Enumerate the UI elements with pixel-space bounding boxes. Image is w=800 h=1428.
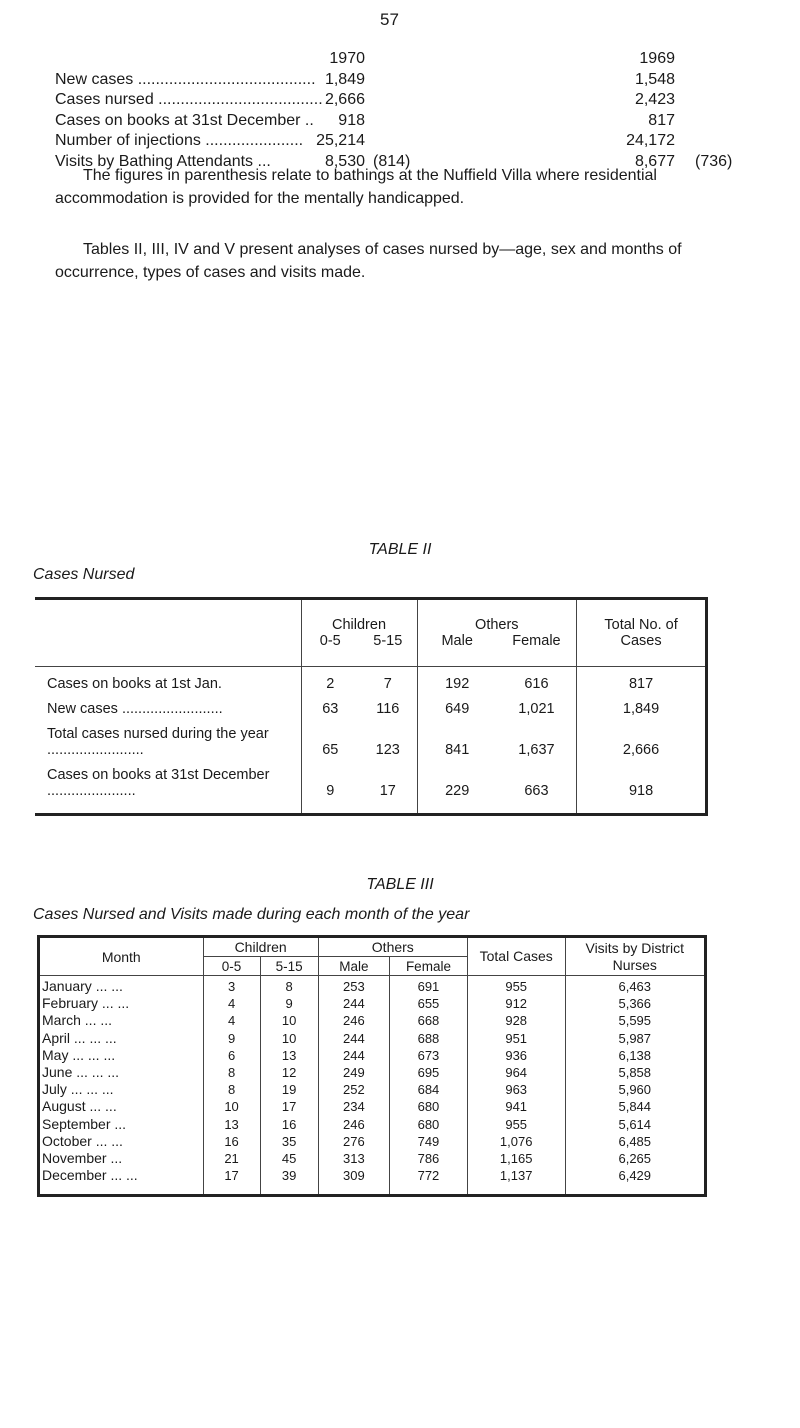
cell-0-5: 21 [203, 1150, 260, 1167]
row-label: Total cases nursed during the year ........................ [47, 726, 269, 758]
summary-table [55, 50, 755, 173]
cell-visits: 6,429 [565, 1167, 705, 1196]
female-label: Female [512, 633, 561, 649]
cell-visits: 5,858 [565, 1064, 705, 1081]
summary-value-1969: 8,677 [634, 152, 675, 170]
table-row [35, 692, 707, 717]
summary-parenthesis-1970: (814) [373, 152, 411, 170]
cell-total: 955 [467, 976, 565, 996]
cell-5-15: 10 [260, 1012, 318, 1029]
table2-title: TABLE II [368, 541, 432, 558]
cell-total: 2,666 [577, 717, 707, 758]
table-row [39, 995, 706, 1012]
month-cell: January ... ... [42, 978, 123, 994]
cell-total: 955 [467, 1116, 565, 1133]
summary-value-1969: 2,423 [634, 91, 675, 108]
month-cell: July ... ... ... [42, 1081, 114, 1098]
table-row [39, 1081, 706, 1098]
cell-male: 309 [318, 1167, 389, 1196]
month-header: Month [39, 937, 204, 976]
cell-visits: 5,595 [565, 1012, 705, 1029]
summary-value-1970: 2,666 [324, 91, 365, 108]
month-cell: May ... ... ... [42, 1046, 116, 1063]
table3-caption: Cases Nursed and Visits made during each month of the year [33, 906, 470, 923]
table2-header-blank [35, 599, 301, 667]
children-label: Children [332, 617, 387, 633]
cell-female: 680 [390, 1098, 468, 1115]
cell-0-5: 9 [326, 783, 335, 799]
summary-label: Number of injections ...................... [55, 132, 304, 149]
cell-total: 1,165 [467, 1150, 565, 1167]
month-cell: April ... ... ... [42, 1029, 117, 1046]
cell-male: 229 [445, 783, 470, 799]
month-cell: December ... ... [42, 1167, 138, 1184]
table-row [39, 976, 706, 996]
row-label: Cases on books at 31st December ...................... [47, 767, 270, 799]
summary-row [55, 91, 755, 112]
month-cell: September ... [42, 1115, 127, 1132]
cell-male: 249 [318, 1064, 389, 1081]
cell-female: 655 [390, 995, 468, 1012]
table2-header-row [35, 599, 707, 667]
cell-5-15: 123 [375, 742, 400, 758]
cell-male: 252 [318, 1081, 389, 1098]
summary-parenthesis-1969: (736) [695, 152, 733, 170]
cell-visits: 6,463 [565, 976, 705, 996]
cell-5-15: 45 [260, 1150, 318, 1167]
cell-5-15: 19 [260, 1081, 318, 1098]
cell-total: 817 [577, 667, 707, 693]
parenthesis-note: The figures in parenthesis relate to bathings at the Nuffield Villa where residential accommodation is provided for the mentally handicapped. [55, 167, 657, 207]
table-row [35, 667, 707, 693]
cell-0-5: 3 [203, 976, 260, 996]
cell-total: 1,137 [467, 1167, 565, 1196]
summary-row [55, 132, 755, 153]
age-0-5-header: 0-5 [203, 957, 260, 976]
cell-5-15: 10 [260, 1030, 318, 1047]
cell-5-15: 35 [260, 1133, 318, 1150]
total-cases-header: Total Cases [467, 937, 565, 976]
cell-5-15: 8 [260, 976, 318, 996]
cell-0-5: 10 [203, 1098, 260, 1115]
table-row [39, 1167, 706, 1196]
table-row [39, 1133, 706, 1150]
cell-female: 691 [390, 976, 468, 996]
cell-5-15: 116 [376, 701, 400, 717]
cell-male: 276 [318, 1133, 389, 1150]
tables-intro: Tables II, III, IV and V present analyses of cases nursed by—age, sex and months of occurrence, types of cases and visits made. [55, 241, 682, 281]
table-row [35, 717, 707, 758]
table-row [39, 1116, 706, 1133]
table2 [35, 597, 708, 816]
cell-total: 941 [467, 1098, 565, 1115]
summary-value-1969: 24,172 [626, 132, 675, 149]
cell-female: 684 [390, 1081, 468, 1098]
month-cell: June ... ... ... [42, 1064, 120, 1081]
cell-female: 663 [524, 783, 549, 799]
age-5-15-header: 5-15 [260, 957, 318, 976]
summary-row [55, 71, 755, 92]
cell-male: 234 [318, 1098, 389, 1115]
cell-5-15: 17 [379, 783, 396, 799]
cell-total: 936 [467, 1047, 565, 1064]
cell-visits: 5,366 [565, 995, 705, 1012]
table-row [39, 1064, 706, 1081]
cell-0-5: 8 [203, 1081, 260, 1098]
children-header: Children [203, 937, 318, 957]
table2-header-children [301, 599, 417, 667]
year-1970: 1970 [329, 50, 365, 67]
table2-header-others [417, 599, 577, 667]
summary-value-1969: 1,548 [634, 70, 675, 88]
summary-value-1970: 1,849 [324, 70, 365, 88]
cell-5-15: 12 [260, 1064, 318, 1081]
table-row [39, 1098, 706, 1115]
year-1969: 1969 [639, 50, 675, 67]
male-label: Male [441, 633, 473, 649]
cell-visits: 5,987 [565, 1030, 705, 1047]
cell-0-5: 13 [203, 1116, 260, 1133]
cell-visits: 6,265 [565, 1150, 705, 1167]
cell-total: 912 [467, 995, 565, 1012]
cell-male: 244 [318, 1047, 389, 1064]
table-row [35, 758, 707, 815]
cell-male: 841 [445, 742, 470, 758]
cell-total: 918 [577, 758, 707, 815]
row-label: Cases on books at 1st Jan. [47, 676, 222, 692]
summary-label: Visits by Bathing Attendants ... [55, 152, 271, 170]
cell-0-5: 63 [322, 701, 339, 717]
cell-male: 253 [318, 976, 389, 996]
age-5-15-label: 5-15 [373, 633, 403, 649]
female-header: Female [390, 957, 468, 976]
cell-male: 246 [318, 1012, 389, 1029]
cell-female: 668 [390, 1012, 468, 1029]
cell-female: 772 [390, 1167, 468, 1196]
cell-0-5: 8 [203, 1064, 260, 1081]
cell-female: 695 [390, 1064, 468, 1081]
cell-male: 244 [318, 995, 389, 1012]
cell-visits: 5,960 [565, 1081, 705, 1098]
page-number: 57 [380, 10, 399, 29]
cell-female: 616 [524, 676, 549, 692]
cell-female: 680 [390, 1116, 468, 1133]
row-label: New cases ......................... [47, 701, 223, 717]
total-label: Total No. of Cases [577, 599, 707, 667]
cell-0-5: 16 [203, 1133, 260, 1150]
visits-header: Visits by District Nurses [565, 937, 705, 976]
cell-0-5: 2 [326, 676, 335, 692]
cell-female: 749 [390, 1133, 468, 1150]
cell-visits: 6,138 [565, 1047, 705, 1064]
summary-value-1970: 8,530 [324, 152, 365, 170]
cell-total: 963 [467, 1081, 565, 1098]
cell-male: 244 [318, 1030, 389, 1047]
summary-value-1970: 918 [338, 111, 365, 129]
summary-value-1969: 817 [648, 111, 675, 129]
table3-title: TABLE III [366, 876, 434, 893]
cell-5-15: 17 [260, 1098, 318, 1115]
male-header: Male [318, 957, 389, 976]
summary-label: New cases ........................................ [55, 70, 316, 88]
cell-total: 951 [467, 1030, 565, 1047]
cell-male: 192 [445, 676, 470, 692]
summary-value-1970: 25,214 [316, 132, 365, 149]
cell-visits: 5,614 [565, 1116, 705, 1133]
others-label: Others [475, 617, 519, 633]
table3 [37, 935, 707, 1197]
cell-0-5: 4 [203, 995, 260, 1012]
cell-visits: 5,844 [565, 1098, 705, 1115]
table-row [39, 1012, 706, 1029]
summary-header [55, 50, 755, 71]
month-cell: August ... ... [42, 1098, 117, 1115]
month-cell: February ... ... [42, 995, 130, 1012]
cell-5-15: 13 [260, 1047, 318, 1064]
cell-0-5: 65 [322, 742, 339, 758]
cell-5-15: 39 [260, 1167, 318, 1196]
cell-female: 673 [390, 1047, 468, 1064]
month-cell: October ... ... [42, 1132, 123, 1149]
table-row [39, 1150, 706, 1167]
cell-total: 964 [467, 1064, 565, 1081]
cell-female: 1,637 [518, 742, 555, 758]
table-row [39, 1047, 706, 1064]
summary-label: Cases nursed ..................................... [55, 91, 323, 108]
cell-5-15: 7 [383, 676, 392, 692]
month-cell: November ... [42, 1150, 123, 1167]
table2-caption: Cases Nursed [33, 566, 135, 583]
month-cell: March ... ... [42, 1012, 113, 1029]
cell-total: 1,849 [577, 692, 707, 717]
cell-male: 246 [318, 1116, 389, 1133]
cell-0-5: 4 [203, 1012, 260, 1029]
table3-header-row [39, 937, 706, 957]
cell-total: 1,076 [467, 1133, 565, 1150]
others-header: Others [318, 937, 467, 957]
cell-female: 1,021 [518, 701, 555, 717]
cell-5-15: 9 [260, 995, 318, 1012]
table-row [39, 1030, 706, 1047]
cell-female: 786 [390, 1150, 468, 1167]
summary-label: Cases on books at 31st December .. [55, 111, 314, 129]
cell-total: 928 [467, 1012, 565, 1029]
cell-female: 688 [390, 1030, 468, 1047]
cell-male: 313 [318, 1150, 389, 1167]
cell-0-5: 17 [203, 1167, 260, 1196]
age-0-5-label: 0-5 [319, 633, 341, 649]
summary-row [55, 112, 755, 133]
cell-visits: 6,485 [565, 1133, 705, 1150]
cell-0-5: 9 [203, 1030, 260, 1047]
cell-male: 649 [445, 701, 470, 717]
cell-5-15: 16 [260, 1116, 318, 1133]
cell-0-5: 6 [203, 1047, 260, 1064]
